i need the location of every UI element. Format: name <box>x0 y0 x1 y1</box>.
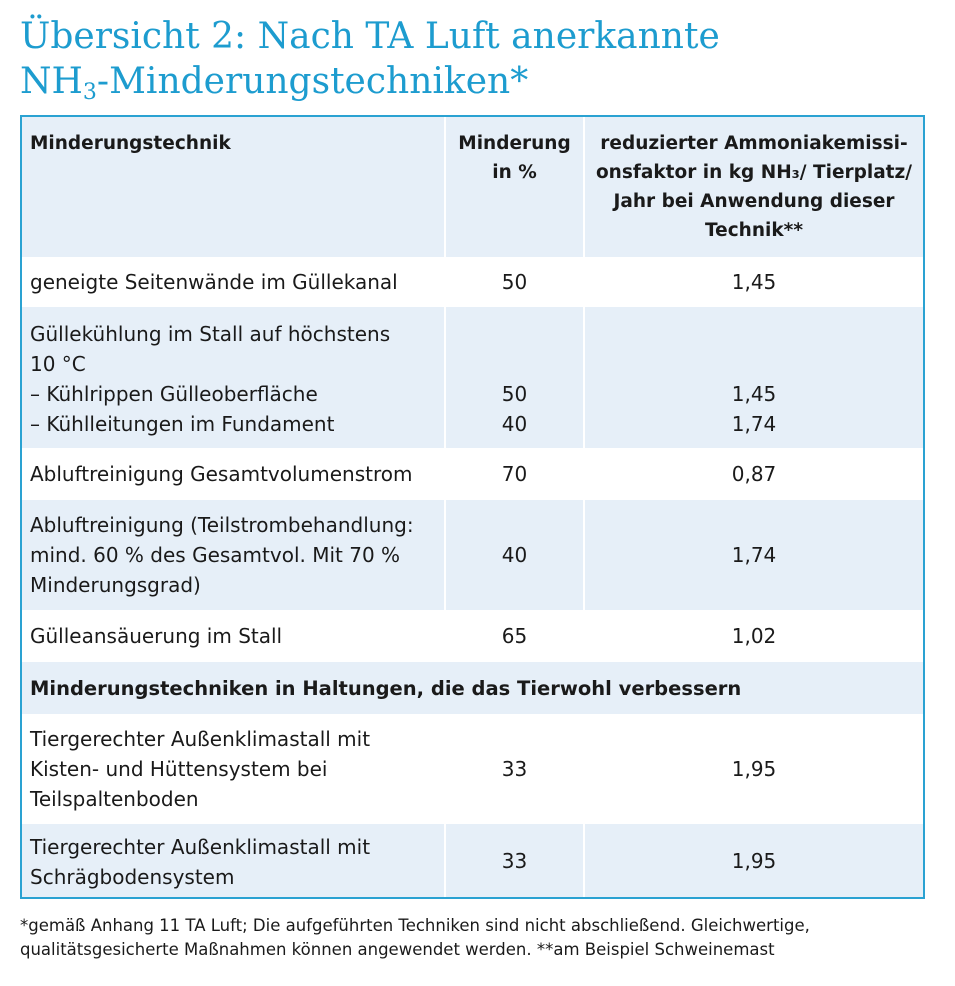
header-technique: Minderungstechnik <box>30 133 231 154</box>
page-title <box>20 14 940 115</box>
cell-reduction: 40 <box>501 543 528 567</box>
cell-reduction: 70 <box>501 462 528 486</box>
table-row <box>22 714 923 824</box>
title-nh: NH <box>20 61 83 102</box>
column-divider <box>583 714 585 897</box>
footnote <box>20 914 935 962</box>
cell-factor: 1,45 1,74 <box>731 382 777 436</box>
table-row <box>22 500 923 610</box>
cell-technique: Gülleansäuerung im Stall <box>30 624 283 648</box>
techniques-table <box>20 115 925 899</box>
section-row <box>22 662 923 714</box>
title-line-2 <box>20 59 940 115</box>
footnote-line-1: *gemäß Anhang 11 TA Luft; Die aufgeführten Techniken sind nicht abschließend. Gleichwertige, <box>20 916 810 935</box>
section-label: Minderungstechniken in Haltungen, die das Tierwohl verbessern <box>30 676 742 700</box>
cell-technique: Tiergerechter Außenklimastall mit Kisten- und Hüttensystem bei Teilspaltenboden <box>30 727 371 811</box>
cell-factor: 1,02 <box>731 624 777 648</box>
cell-technique: Abluftreinigung (Teilstrombehandlung: mind. 60 % des Gesamtvol. Mit 70 % Minderungsgrad) <box>30 513 414 597</box>
cell-factor: 1,95 <box>731 757 777 781</box>
table-row <box>22 448 923 500</box>
column-divider <box>583 117 585 662</box>
title-rest: -Minderungstechniken* <box>96 61 529 102</box>
table-row <box>22 824 923 897</box>
cell-technique: Güllekühlung im Stall auf höchstens 10 °C – Kühlrippen Gülleoberfläche – Kühlleitungen im Fundament <box>30 322 391 436</box>
cell-factor: 0,87 <box>731 462 777 486</box>
cell-reduction: 33 <box>501 848 528 873</box>
table-row <box>22 257 923 307</box>
cell-reduction: 50 <box>501 270 528 294</box>
cell-factor: 1,95 <box>731 848 777 873</box>
cell-technique: Abluftreinigung Gesamtvolumenstrom <box>30 462 413 486</box>
cell-factor: 1,74 <box>731 543 777 567</box>
header-reduction: Minderung in % <box>458 133 571 183</box>
cell-reduction: 65 <box>501 624 528 648</box>
title-subscript: 3 <box>82 80 97 105</box>
cell-technique: geneigte Seitenwände im Güllekanal <box>30 270 398 294</box>
table-header-row <box>22 117 923 257</box>
cell-factor: 1,45 <box>731 270 777 294</box>
footnote-line-2: qualitätsgesicherte Maßnahmen können angewendet werden. **am Beispiel Schweinemast <box>20 940 775 959</box>
column-divider <box>444 714 446 897</box>
table-row <box>22 307 923 448</box>
table-row <box>22 610 923 662</box>
cell-technique: Tiergerechter Außenklimastall mit Schrägbodensystem <box>30 835 371 889</box>
column-divider <box>444 117 446 662</box>
title-line-1: Übersicht 2: Nach TA Luft anerkannte <box>20 16 720 57</box>
cell-reduction: 33 <box>501 757 528 781</box>
cell-reduction: 50 40 <box>501 382 528 436</box>
header-factor: reduzierter Ammoniakemissi- onsfaktor in kg NH₃/ Tierplatz/ Jahr bei Anwendung dieser Technik** <box>595 133 913 241</box>
